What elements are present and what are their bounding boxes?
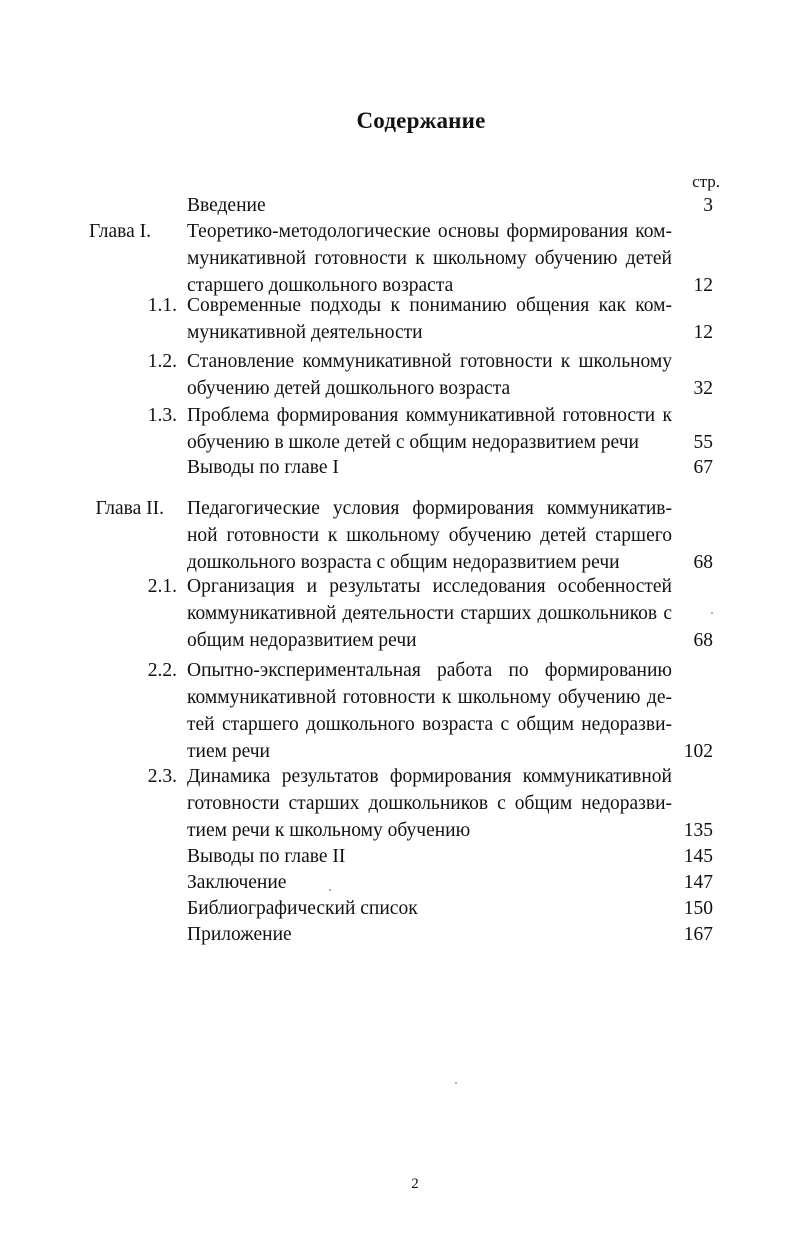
toc-entry-title-line: Становление коммуникативной готовности к школьному xyxy=(187,351,672,372)
scan-speck xyxy=(329,889,331,891)
toc-entry-label: 2.3. xyxy=(147,766,177,787)
toc-entry-label: Глава I. xyxy=(88,221,151,242)
toc-entry-title xyxy=(187,348,672,402)
toc-entry-page: 68 xyxy=(693,552,713,573)
toc-entry-title xyxy=(187,763,672,844)
page-title: Содержание xyxy=(356,108,486,133)
toc-entry-page: 150 xyxy=(683,898,713,919)
toc-entry-title-line: Теоретико-методологические основы формирования ком- xyxy=(187,221,672,242)
toc-entry-title-line: готовности старших дошкольников с общим недоразви- xyxy=(187,793,672,814)
toc-entry-title-line: коммуникативной деятельности старших дошкольников с xyxy=(187,603,672,624)
toc-entry-title-line: Проблема формирования коммуникативной готовности к xyxy=(187,405,672,426)
toc-entry-page: 68 xyxy=(693,630,713,651)
toc-entry-page: 102 xyxy=(683,741,713,762)
toc-entry-title-line: Приложение xyxy=(187,924,292,945)
toc-entry-label: 2.1. xyxy=(147,576,177,597)
toc-entry-title xyxy=(187,454,672,481)
toc-entry-title-line: Современные подходы к пониманию общения как ком- xyxy=(187,295,672,316)
toc-entry-title xyxy=(187,843,672,870)
toc-entry-title-line: Библиографический список xyxy=(187,898,418,919)
toc-entry-label: 1.2. xyxy=(147,351,177,372)
toc-entry-label: 2.2. xyxy=(147,660,177,681)
toc-entry-title xyxy=(187,402,672,456)
toc-entry-label: Глава II. xyxy=(95,498,164,519)
toc-entry-page: 135 xyxy=(683,820,713,841)
toc-entry-title-line: старшего дошкольного возраста xyxy=(187,275,454,296)
toc-entry-title xyxy=(187,657,672,765)
toc-entry-title-line: Организация и результаты исследования особенностей xyxy=(187,576,672,597)
toc-entry-title xyxy=(187,895,672,922)
toc-entry-title-line: тием речи xyxy=(187,741,270,762)
toc-entry-title-line: Опытно-экспериментальная работа по формированию xyxy=(187,660,672,681)
toc-entry-label: 1.1. xyxy=(147,295,177,316)
toc-entry-page: 32 xyxy=(693,378,713,399)
toc-entry-title-line: тием речи к школьному обучению xyxy=(187,820,471,841)
toc-entry-title xyxy=(187,573,672,654)
toc-entry-page: 55 xyxy=(693,432,713,453)
toc-entry-title-line: муникативной деятельности xyxy=(187,322,423,343)
toc-entry-title-line: обучению детей дошкольного возраста xyxy=(187,378,511,399)
toc-entry-title-line: Заключение xyxy=(187,872,287,893)
toc-entry-page: 67 xyxy=(693,457,713,478)
toc-entry-page: 12 xyxy=(693,275,713,296)
toc-entry-page: 147 xyxy=(683,872,713,893)
toc-entry-title-line: коммуникативной готовности к школьному обучению де- xyxy=(187,687,672,708)
toc-entry-title-line: дошкольного возраста с общим недоразвитием речи xyxy=(187,552,620,573)
toc-entry-title xyxy=(187,218,672,299)
page-column-header: стр. xyxy=(692,172,720,191)
toc-entry-title xyxy=(187,192,672,219)
toc-entry-title xyxy=(187,495,672,576)
toc-entry-title xyxy=(187,921,672,948)
scan-speck xyxy=(711,612,713,614)
toc-entry-page: 3 xyxy=(703,195,713,216)
toc-entry-title xyxy=(187,869,672,896)
toc-entry-title-line: Введение xyxy=(187,195,266,216)
page-number: 2 xyxy=(411,1176,419,1192)
toc-entry-title-line: Выводы по главе I xyxy=(187,457,339,478)
toc-entry-page: 167 xyxy=(683,924,713,945)
toc-entry-title-line: общим недоразвитием речи xyxy=(187,630,417,651)
toc-entry-title-line: ной готовности к школьному обучению детей старшего xyxy=(187,525,672,546)
toc-entry-title xyxy=(187,292,672,346)
toc-entry-label: 1.3. xyxy=(147,405,177,426)
toc-entry-title-line: Выводы по главе II xyxy=(187,846,346,867)
toc-entry-page: 12 xyxy=(693,322,713,343)
scan-speck xyxy=(455,1082,457,1084)
toc-entry-title-line: муникативной готовности к школьному обучению детей xyxy=(187,248,672,269)
toc-entry-title-line: обучению в школе детей с общим недоразвитием речи xyxy=(187,432,639,453)
toc-entry-title-line: тей старшего дошкольного возраста с общим недоразви- xyxy=(187,714,672,735)
toc-entry-title-line: Динамика результатов формирования коммуникативной xyxy=(187,766,672,787)
toc-entry-title-line: Педагогические условия формирования коммуникатив- xyxy=(187,498,672,519)
toc-entry-page: 145 xyxy=(683,846,713,867)
